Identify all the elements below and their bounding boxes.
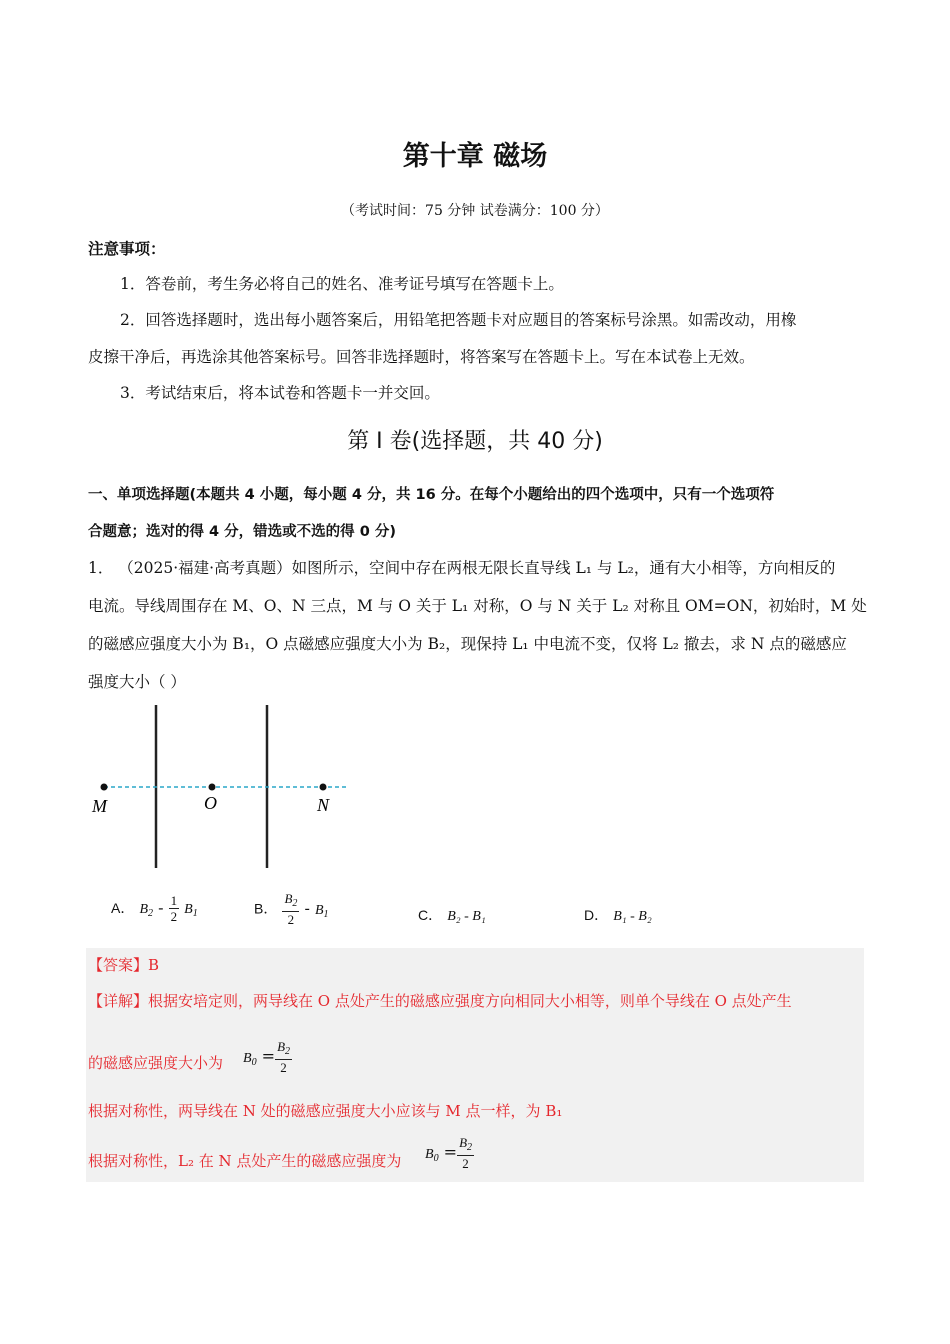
option-b-fraction-num: B — [284, 891, 293, 906]
option-a-minus: - — [153, 898, 169, 917]
option-b-fraction-den: 2 — [287, 912, 295, 927]
detail-line-4: 根据对称性，L₂ 在 N 点处产生的磁感应强度为 — [88, 1152, 402, 1170]
option-c-text: B₂ - B₁ — [447, 909, 486, 924]
formula-1-den: 2 — [280, 1060, 287, 1075]
option-a[interactable] — [111, 893, 198, 924]
option-c-label: C． — [418, 907, 443, 923]
option-b[interactable] — [254, 891, 329, 927]
section-title: 第 Ⅰ 卷(选择题，共 40 分) — [347, 429, 603, 454]
formula-2-num-sub: 2 — [467, 1142, 473, 1153]
option-a-fraction-den: 2 — [170, 909, 178, 924]
point-n — [320, 784, 327, 791]
part1-instructions-line-1: 一、单项选择题(本题共 4 小题，每小题 4 分，共 16 分。在每个小题给出的四个选项中，只有一个选项符 — [88, 487, 775, 503]
notice-item-2-line-2: 皮擦干净后，再选涂其他答案标号。回答非选择题时，将答案写在答题卡上。写在本试卷上无效。 — [88, 348, 755, 366]
option-c[interactable] — [418, 905, 486, 925]
question-1-line-3: 的磁感应强度大小为 B₁，O 点磁感应强度大小为 B₂，现保持 L₁ 中电流不变，仅将 L₂ 撤去，求 N 点的磁感应 — [88, 635, 847, 653]
formula-b0-1 — [243, 1039, 292, 1075]
option-a-b2-sub: 2 — [148, 908, 153, 919]
formula-1-lhs-sub: 0 — [251, 1056, 257, 1068]
formula-2-lhs-sub: 0 — [433, 1152, 439, 1164]
option-b-fraction — [282, 891, 299, 927]
option-a-b2: B — [139, 902, 148, 917]
option-d-label: D． — [584, 907, 609, 923]
question-1-line-1: 1． （2025·福建·高考真题）如图所示，空间中存在两根无限长直导线 L₁ 与 L₂，通有大小相等，方向相反的 — [88, 559, 836, 577]
formula-2-lhs: B — [425, 1146, 434, 1162]
label-o: O — [204, 793, 217, 813]
option-b-minus: - — [299, 898, 315, 918]
formula-1-eq: = — [256, 1046, 276, 1066]
notice-item-1: 1．答卷前，考生务必将自己的姓名、准考证号填写在答题卡上。 — [120, 275, 564, 293]
question-1-line-4: 强度大小（ ） — [88, 673, 186, 691]
notice-heading: 注意事项： — [88, 240, 166, 258]
formula-2-eq: = — [438, 1142, 458, 1162]
option-b-b1: B — [314, 902, 324, 918]
point-m — [101, 784, 108, 791]
point-o — [209, 784, 216, 791]
option-a-fraction-num: 1 — [170, 893, 178, 908]
notice-item-2-line-1: 2．回答选择题时，选出每小题答案后，用铅笔把答题卡对应题目的答案标号涂黑。如需改动，用橡 — [120, 311, 797, 329]
detail-line-3: 根据对称性，两导线在 N 处的磁感应强度大小应该与 M 点一样，为 B₁ — [88, 1102, 563, 1120]
notice-item-3: 3．考试结束后，将本试卷和答题卡一并交回。 — [120, 384, 440, 402]
formula-1-num-sub: 2 — [285, 1046, 291, 1057]
label-m: M — [92, 796, 107, 816]
option-b-fraction-num-sub: 2 — [292, 898, 298, 909]
answer-line: 【答案】B — [88, 956, 160, 974]
exam-info: （考试时间：75 分钟 试卷满分：100 分） — [341, 203, 609, 219]
label-n: N — [317, 795, 330, 815]
part1-instructions-line-2: 合题意；选对的得 4 分，错选或不选的得 0 分) — [88, 524, 396, 540]
option-d[interactable] — [584, 905, 652, 925]
option-d-text: B₁ - B₂ — [613, 909, 652, 924]
formula-b0-2 — [425, 1135, 474, 1171]
option-a-b1-sub: 1 — [192, 908, 198, 919]
option-a-label: A． — [111, 900, 135, 916]
question-1-line-2: 电流。导线周围存在 M、O、N 三点，M 与 O 关于 L₁ 对称，O 与 N 关于 L₂ 对称且 OM=ON，初始时，M 处 — [88, 597, 867, 615]
option-a-fraction — [169, 893, 180, 924]
detail-line-1: 【详解】根据安培定则，两导线在 O 点处产生的磁感应强度方向相同大小相等，则单个导线在 O 点处产生 — [88, 992, 792, 1010]
formula-2-den: 2 — [462, 1156, 469, 1171]
detail-line-2: 的磁感应强度大小为 — [88, 1054, 224, 1072]
option-a-b1: B — [184, 902, 193, 917]
formula-2-num: B — [459, 1135, 468, 1150]
option-b-label: B． — [254, 900, 278, 917]
question-1-figure — [86, 700, 366, 875]
option-b-b1-sub: 1 — [323, 908, 329, 920]
formula-1-num: B — [277, 1039, 286, 1054]
page-title: 第十章 磁场 — [402, 141, 548, 172]
formula-1-lhs: B — [243, 1050, 252, 1066]
